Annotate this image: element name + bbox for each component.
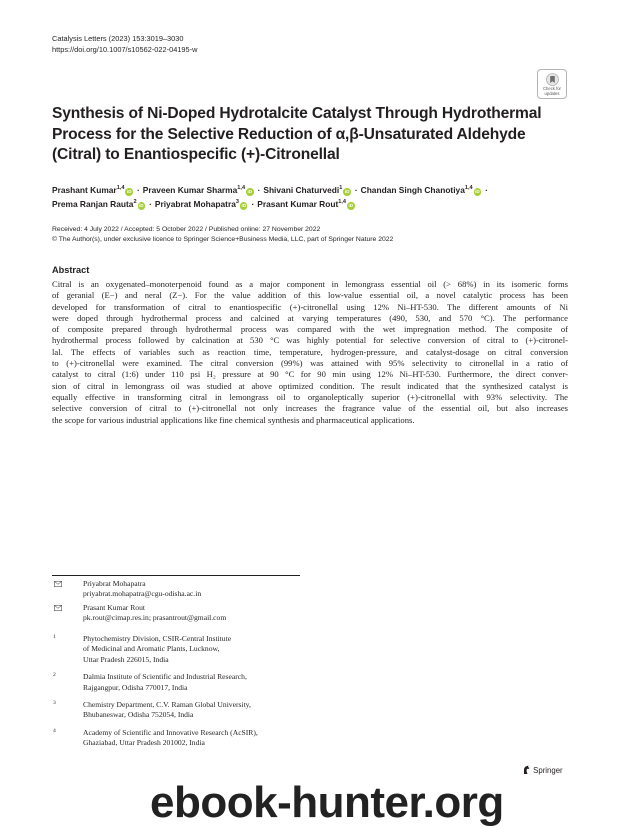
abstract-line: to (+)-citronellal were examined. The citral conversion (99%) was attained with 95% selectivity to citronellal in a ratio of	[52, 358, 568, 369]
orcid-icon[interactable]: iD	[126, 189, 132, 194]
affiliation-line: Uttar Pradesh 226015, India	[83, 654, 169, 664]
abstract-line: were doped through hydrothermal process and calcined at varying temperatures (490, 530, and 570 °C). The performance	[52, 312, 568, 323]
author-affiliation: 1,4	[338, 199, 347, 205]
paper-title	[52, 104, 562, 166]
springer-horse-icon	[522, 765, 531, 775]
publisher-name: Springer	[533, 766, 563, 775]
title-line: Process for the Selective Reduction of α,β-Unsaturated Aldehyde	[52, 125, 526, 143]
check-for-updates-badge[interactable]	[537, 69, 567, 99]
author-affiliation: 1	[339, 185, 343, 191]
author-affiliation: 1,4	[116, 185, 125, 191]
contact-email[interactable]: pk.rout@cimap.res.in; prasantrout@gmail.com	[83, 613, 227, 623]
dates-line: Received: 4 July 2022 / Accepted: 5 October 2022 / Published online: 27 November 2022	[52, 226, 321, 233]
journal-doi-link[interactable]: https://doi.org/10.1007/s10562-022-04195-w	[52, 45, 198, 54]
publisher-logo	[522, 765, 563, 775]
affiliation-line: Bhubaneswar, Odisha 752054, India	[83, 710, 194, 720]
title-line: (Citral) to Enantiospecific (+)-Citronellal	[52, 146, 340, 163]
badge-line1: Check for	[543, 86, 561, 91]
affiliation-line: Phytochemistry Division, CSIR-Central Institute	[83, 634, 232, 643]
abstract-line: Citral is an oxygenated–monoterpenoid found as a major component in lemongrass essential oil (> 68%) in its isomeric forms	[52, 279, 568, 289]
affiliation-line: Rajgangpur, Odisha 770017, India	[83, 682, 188, 692]
affiliation-number: 3	[53, 700, 56, 707]
affiliation-line: Chemistry Department, C.V. Raman Global University,	[83, 700, 251, 710]
contact-name: Prasant Kumar Rout	[83, 602, 146, 612]
abstract-line: the scope for various industrial applications like fine chemical synthesis and pharmaceutical applications.	[52, 414, 415, 425]
journal-citation: Catalysis Letters (2023) 153:3019–3030	[52, 34, 184, 43]
separator: ·	[257, 185, 261, 195]
orcid-icon[interactable]: iD	[348, 203, 354, 208]
affiliation-entry	[52, 700, 332, 721]
author-affiliation: 2	[133, 199, 137, 205]
author-name[interactable]: Prasant Kumar Rout	[257, 199, 339, 209]
abstract-line: developed for transformation of citral to enantiospecific (+)-citronellal using 12% Ni–HT-530. The different amounts of Ni	[52, 301, 568, 312]
separator: ·	[354, 185, 358, 195]
separator: ·	[149, 199, 152, 209]
orcid-icon[interactable]: iD	[475, 189, 480, 194]
affiliation-entry	[52, 672, 332, 693]
orcid-icon[interactable]: iD	[247, 189, 253, 194]
abstract-line: lal. The effects of variables such as reaction time, temperature, hydrogen-pressure, and catalyst-dosage on citral conversion	[52, 346, 568, 357]
author-affiliation: 3	[235, 199, 239, 205]
abstract-line: of geranial (E−) and neral (Z−). For the value addition of this low-value essential oil, a novel catalytic process has been	[52, 290, 568, 301]
contact-entry	[52, 603, 332, 624]
affiliation-entry	[52, 728, 332, 749]
envelope-icon	[54, 605, 62, 611]
affiliation-number: 1	[53, 634, 56, 640]
watermark: ebook-hunter.org	[150, 778, 504, 827]
envelope-icon	[54, 581, 62, 587]
footnote-divider	[52, 575, 300, 576]
affiliation-line: Dalmia Institute of Scientific and Industrial Research,	[83, 672, 247, 682]
abstract-line: sion of citral in lemongrass oil was studied at above optimized condition. The result indicated that the synthesized catalyst is	[52, 380, 568, 391]
author-name[interactable]: Priyabrat Mohapatra	[154, 199, 236, 209]
affiliation-line: of Medicinal and Aromatic Plants, Lucknow,	[83, 644, 220, 654]
affiliation-number: 2	[53, 672, 56, 679]
orcid-icon[interactable]: iD	[241, 203, 247, 208]
affiliation-line: Academy of Scientific and Innovative Research (AcSIR),	[83, 727, 258, 737]
badge-line2: updates	[544, 90, 560, 96]
abstract-line: hydrothermal process followed by calcination at 530 °C was highly potential for selective conversion of citral to (+)-citronel-	[52, 335, 568, 346]
author-name[interactable]: Praveen Kumar Sharma	[142, 185, 238, 195]
separator: ·	[485, 185, 488, 195]
copyright-line: © The Author(s), under exclusive licence to Springer Science+Business Media, LLC, part of Springer Nature 2022	[52, 236, 394, 243]
author-list	[52, 183, 572, 211]
author-name[interactable]: Prashant Kumar	[52, 185, 117, 195]
affiliation-entry	[52, 634, 332, 665]
separator: ·	[251, 199, 255, 209]
orcid-icon[interactable]: iD	[139, 203, 144, 208]
journal-info	[52, 33, 197, 55]
author-affiliation: 1,4	[464, 185, 473, 191]
author-name[interactable]: Prema Ranjan Rauta	[52, 199, 134, 209]
abstract-line: selective conversion of citral to (+)-citronellal not only increases the fragrance value of the essential oil, but also increases	[52, 403, 568, 414]
author-affiliation: 1,4	[237, 185, 246, 191]
publication-dates	[52, 225, 393, 245]
affiliation-number: 4	[53, 727, 56, 734]
author-name[interactable]: Shivani Chaturvedi	[263, 185, 340, 195]
contact-email[interactable]: priyabrat.mohapatra@cgu-odisha.ac.in	[83, 589, 202, 599]
affiliations	[52, 634, 332, 756]
bookmark-icon	[546, 73, 559, 86]
affiliation-line: Ghaziabad, Uttar Pradesh 201002, India	[83, 738, 205, 748]
author-name[interactable]: Chandan Singh Chanotiya	[360, 185, 465, 195]
abstract-line: catalyst to citral (1:6) under 110 psi H₂ pressure at 90 °C for 90 min using 12% Ni–HT-530. Furthermore, the direct conver-	[52, 369, 568, 380]
orcid-icon[interactable]: iD	[344, 189, 350, 194]
corresponding-authors	[52, 579, 332, 627]
title-line: Synthesis of Ni-Doped Hydrotalcite Catalyst Through Hydrothermal	[52, 105, 542, 122]
abstract-heading: Abstract	[52, 265, 90, 275]
abstract-line: equally effective in transforming citral in lemongrass oil to organoleptically superior (+)-citronellal with 93% selectivity. The	[52, 391, 568, 402]
abstract-body	[52, 279, 568, 426]
separator: ·	[136, 185, 140, 195]
contact-name: Priyabrat Mohapatra	[83, 579, 146, 588]
contact-entry	[52, 579, 332, 600]
abstract-line: of composite prepared through hydrothermal process was compared with the wet impregnation method. The composite of	[52, 324, 568, 335]
